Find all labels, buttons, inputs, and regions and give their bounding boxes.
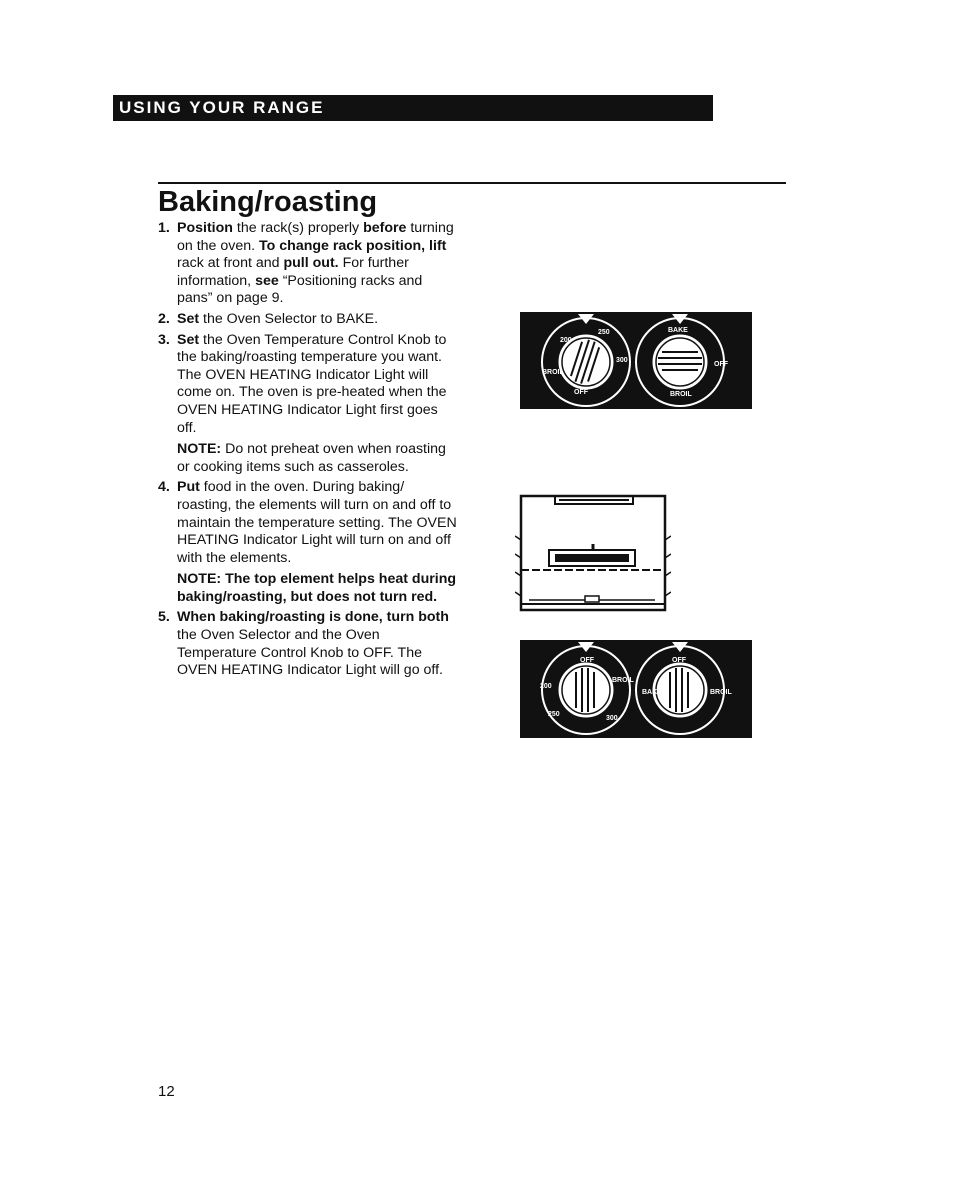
step-4 — [158, 479, 458, 606]
step-note: NOTE: Do not preheat oven when roasting or cooking items such as casseroles. — [177, 441, 446, 475]
knobs-set-to-bake-figure — [520, 312, 752, 409]
knob-label: 300 — [616, 357, 628, 364]
step-1 — [158, 220, 458, 308]
knob-label: BROIL — [710, 689, 732, 696]
knob-label: OFF — [580, 657, 594, 664]
step-note: NOTE: The top element helps heat during baking/roasting, but does not turn red. — [177, 571, 457, 605]
knob-label: OFF — [714, 361, 728, 368]
step-number: 4. — [158, 479, 170, 496]
knob-label: 250 — [598, 329, 610, 336]
oven-rack-position-figure — [515, 492, 671, 614]
knob-label: OFF — [574, 389, 588, 396]
step-number: 5. — [158, 609, 170, 626]
step-number: 1. — [158, 220, 170, 236]
step-text: Set the Oven Selector to BAKE. — [177, 310, 379, 327]
section-header: USING YOUR RANGE — [119, 98, 325, 117]
step-3 — [158, 332, 458, 477]
step-text: Set the Oven Temperature Control Knob to the baking/roasting temperature you want. The OVEN HEATING Indicator Light will come on. The oven is pre-heated when the OVEN HEATING Indicator Light first goes off. NOTE: Do not preheat oven when roasting or cooking items such as casseroles. — [177, 332, 458, 477]
step-number: 3. — [158, 331, 170, 348]
step-text: Put food in the oven. During baking/ roasting, the elements will turn on and off to maintain the temperature setting. The OVEN HEATING Indicator Light will turn on and off with the elements. NOTE: The top element helps heat during baking/roasting, but does not turn red. — [177, 479, 457, 605]
knob-label: BROIL — [542, 369, 564, 376]
section-header-bar — [113, 95, 713, 121]
steps-list — [158, 220, 458, 683]
step-number: 2. — [158, 310, 170, 327]
knob-label: 300 — [606, 715, 618, 722]
title-rule — [158, 182, 786, 184]
page-title: Baking/roasting — [158, 186, 378, 218]
knob-label: BROIL — [612, 677, 634, 684]
knob-label: OFF — [672, 657, 686, 664]
step-text: When baking/roasting is done, turn both the Oven Selector and the Oven Temperature Control Knob to OFF. The OVEN HEATING Indicator Light will go off. — [177, 609, 449, 679]
step-2 — [158, 311, 458, 329]
knob-label: BROIL — [670, 391, 692, 398]
knobs-set-to-off-figure — [520, 640, 752, 738]
step-5 — [158, 609, 458, 679]
knob-label: 200 — [560, 337, 572, 344]
page-number: 12 — [158, 1083, 175, 1100]
knob-label: 250 — [548, 711, 560, 718]
knob-label: 200 — [540, 683, 552, 690]
knob-label: BAKE — [668, 327, 688, 334]
step-text: Position the rack(s) properly before turning on the oven. To change rack position, lift rack at front and pull out. For further information, see “Positioning racks and pans” on page 9. — [177, 220, 454, 307]
knob-label: BAKE — [642, 689, 662, 696]
